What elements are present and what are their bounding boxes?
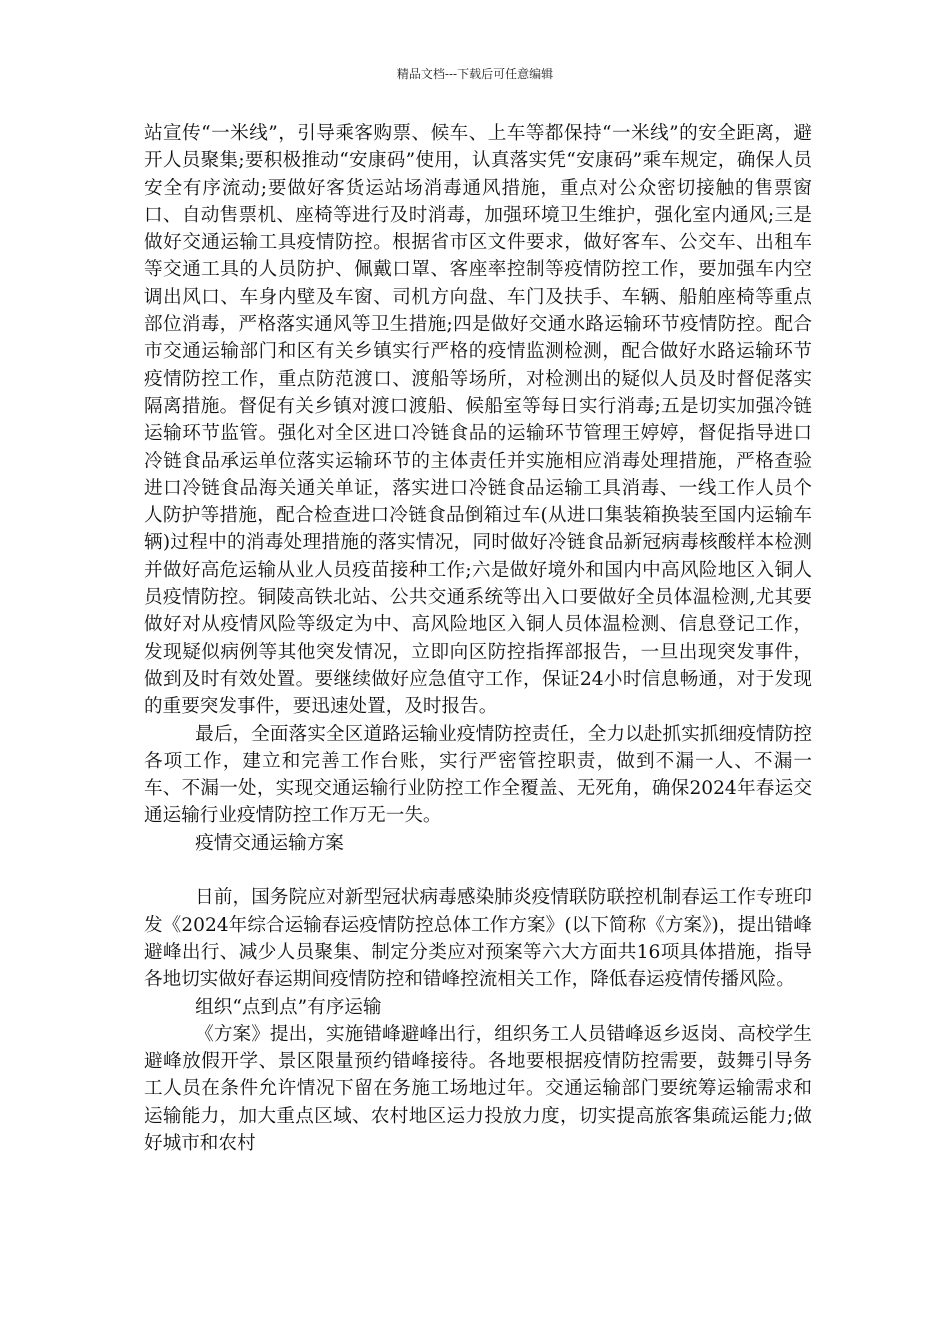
body-paragraph: 日前，国务院应对新型冠状病毒感染肺炎疫情联防联控机制春运工作专班印发《2024年综合运输春运疫情防控总体工作方案》(以下简称《方案》)，提出错峰避峰出行、减少人员聚集、制定分类应对预案等六大方面共16项具体措施，指导各地切实做好春运期间疫情防控和错峰控流相关工作，降低春运疫情传播风险。 [144,887,812,991]
section-title: 组织“点到点”有序运输 [195,996,382,1018]
body-paragraph: 《方案》提出，实施错峰避峰出行，组织务工人员错峰返乡返岗、高校学生避峰放假开学、景区限量预约错峰接待。各地要根据疫情防控需要，鼓舞引导务工人员在条件允许情况下留在务施工场地过年。交通运输部门要统筹运输需求和运输能力，加大重点区域、农村地区运力投放力度，切实提高旅客集疏运能力;做好城市和农村 [144,1023,812,1154]
blank-line [144,857,812,884]
page-header: 精品文档---下载后可任意编辑 [396,67,554,81]
body-paragraph: 站宣传“一米线”，引导乘客购票、候车、上车等都保持“一米线”的安全距离，避开人员聚集;要积极推动“安康码”使用，认真落实凭“安康码”乘车规定，确保人员安全有序流动;要做好客货运站场消毒通风措施，重点对公众密切接触的售票窗口、自动售票机、座椅等进行及时消毒，加强环境卫生维护，强化室内通风;三是做好交通运输工具疫情防控。根据省市区文件要求，做好客车、公交车、出租车等交通工具的人员防护、佩戴口罩、客座率控制等疫情防控工作，要加强车内空调出风口、车身内壁及车窗、司机方向盘、车门及扶手、车辆、船舶座椅等重点部位消毒，严格落实通风等卫生措施;四是做好交通水路运输环节疫情防控。配合市交通运输部门和区有关乡镇实行严格的疫情监测检测，配合做好水路运输环节疫情防控工作，重点防范渡口、渡船等场所，对检测出的疑似人员及时督促落实隔离措施。督促有关乡镇对渡口渡船、候船室等每日实行消毒;五是切实加强冷链运输环节监管。强化对全区进口冷链食品的运输环节管理王婷婷，督促指导进口冷链食品承运单位落实运输环节的主体责任并实施相应消毒处理措施，严格查验进口冷链食品海关通关单证，落实进口冷链食品运输工具消毒、一线工作人员个人防护等措施，配合检查进口冷链食品倒箱过车(从进口集装箱换装至国内运输车辆)过程中的消毒处理措施的落实情况，同时做好冷链食品新冠病毒核酸样本检测并做好高危运输从业人员疫苗接种工作;六是做好境外和国内中高风险地区入铜人员疫情防控。铜陵高铁北站、公共交通系统等出入口要做好全员体温检测,尤其要做好对从疫情风险等级定为中、高风险地区入铜人员体温检测、信息登记工作，发现疑似病例等其他突发情况，立即向区防控指挥部报告，一旦出现突发事件，做到及时有效处置。要继续做好应急值守工作，保证24小时信息畅通，对于发现的重要突发事件，要迅速处置，及时报告。 [144,123,812,718]
section-title: 疫情交通运输方案 [195,832,344,854]
document-body [144,120,812,1157]
body-paragraph: 最后，全面落实全区道路运输业疫情防控责任，全力以赴抓实抓细疫情防控各项工作，建立和完善工作台账，实行严密管控职责，做到不漏一人、不漏一车、不漏一处，实现交通运输行业防控工作全覆盖、无死角，确保2024年春运交通运输行业疫情防控工作万无一失。 [144,723,812,827]
